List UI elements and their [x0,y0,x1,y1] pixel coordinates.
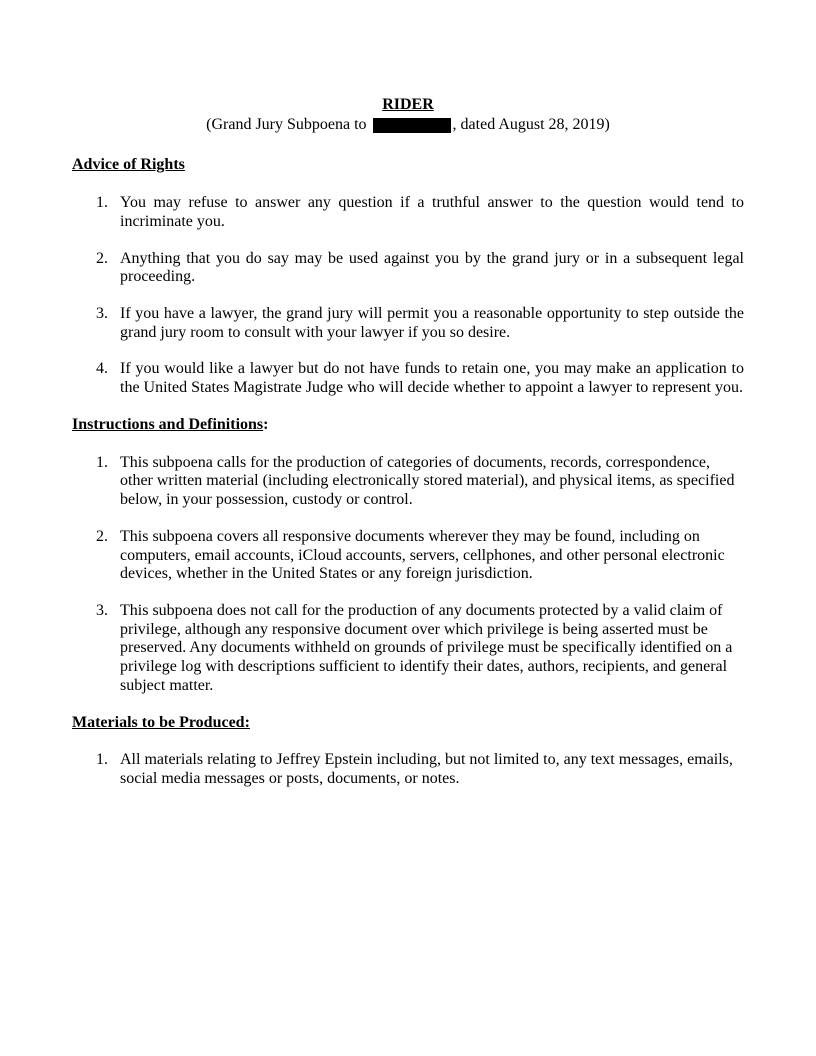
list-item [96,751,744,788]
item-text: This subpoena calls for the production of categories of documents, records, correspondence, other written material (including electronically stored material), and physical items, as specified below, in your possession, custody or control. [120,453,735,509]
materials-list [72,751,744,788]
redaction-box [373,118,451,133]
subtitle-prefix: (Grand Jury Subpoena to [206,115,367,133]
document-subtitle [72,116,744,135]
item-text: If you have a lawyer, the grand jury will permit you a reasonable opportunity to step outside the grand jury room to consult with your lawyer if you so desire. [120,305,744,341]
section-heading-text: Instructions and Definitions [72,415,264,433]
list-item [96,602,744,696]
instructions-list [72,454,744,696]
list-item [96,528,744,584]
section-heading-text: Advice of Rights [72,156,185,174]
section-heading-text: Materials to be Produced: [72,713,250,731]
advice-list [72,194,744,398]
item-number: 1. [96,453,108,471]
list-item [96,454,744,510]
section-heading-suffix: : [263,415,269,433]
item-text: Anything that you do say may be used against you by the grand jury or in a subsequent legal proceeding. [120,249,744,286]
item-number: 1. [96,751,108,769]
item-text: This subpoena covers all responsive documents wherever they may be found, including on computers, email accounts, iCloud accounts, servers, cellphones, and other personal electronic devices, whether in the United States or any foreign jurisdiction. [120,527,725,583]
item-number: 2. [96,249,108,267]
document-title-text: RIDER [382,96,434,113]
list-item [96,360,744,397]
item-text: All materials relating to Jeffrey Epstein including, but not limited to, any text messages, emails, social media messages or posts, documents, or notes. [120,751,733,787]
section-instructions-and-definitions [72,416,744,696]
document-title [72,96,744,115]
section-heading [72,416,744,435]
subtitle-suffix: , dated August 28, 2019) [452,115,610,133]
section-materials-to-be-produced [72,714,744,789]
item-number: 3. [96,601,108,619]
item-number: 4. [96,360,108,378]
list-item [96,194,744,231]
item-text: You may refuse to answer any question if a truthful answer to the question would tend to incriminate you. [120,194,744,230]
section-advice-of-rights [72,156,744,397]
item-number: 2. [96,527,108,545]
section-heading [72,714,744,733]
item-text: If you would like a lawyer but do not have funds to retain one, you may make an application to the United States Magistrate Judge who will decide whether to appoint a lawyer to represent you. [120,360,744,397]
item-text: This subpoena does not call for the production of any documents protected by a valid claim of privilege, although any responsive document over which privilege is being asserted must be preserved. Any documents withheld on grounds of privilege must be specifically identified on a privilege log with descriptions sufficient to identify their dates, authors, recipients, and general subject matter. [120,601,733,694]
item-number: 3. [96,305,108,323]
item-number: 1. [96,194,108,212]
list-item [96,305,744,342]
section-heading [72,156,744,175]
list-item [96,250,744,287]
